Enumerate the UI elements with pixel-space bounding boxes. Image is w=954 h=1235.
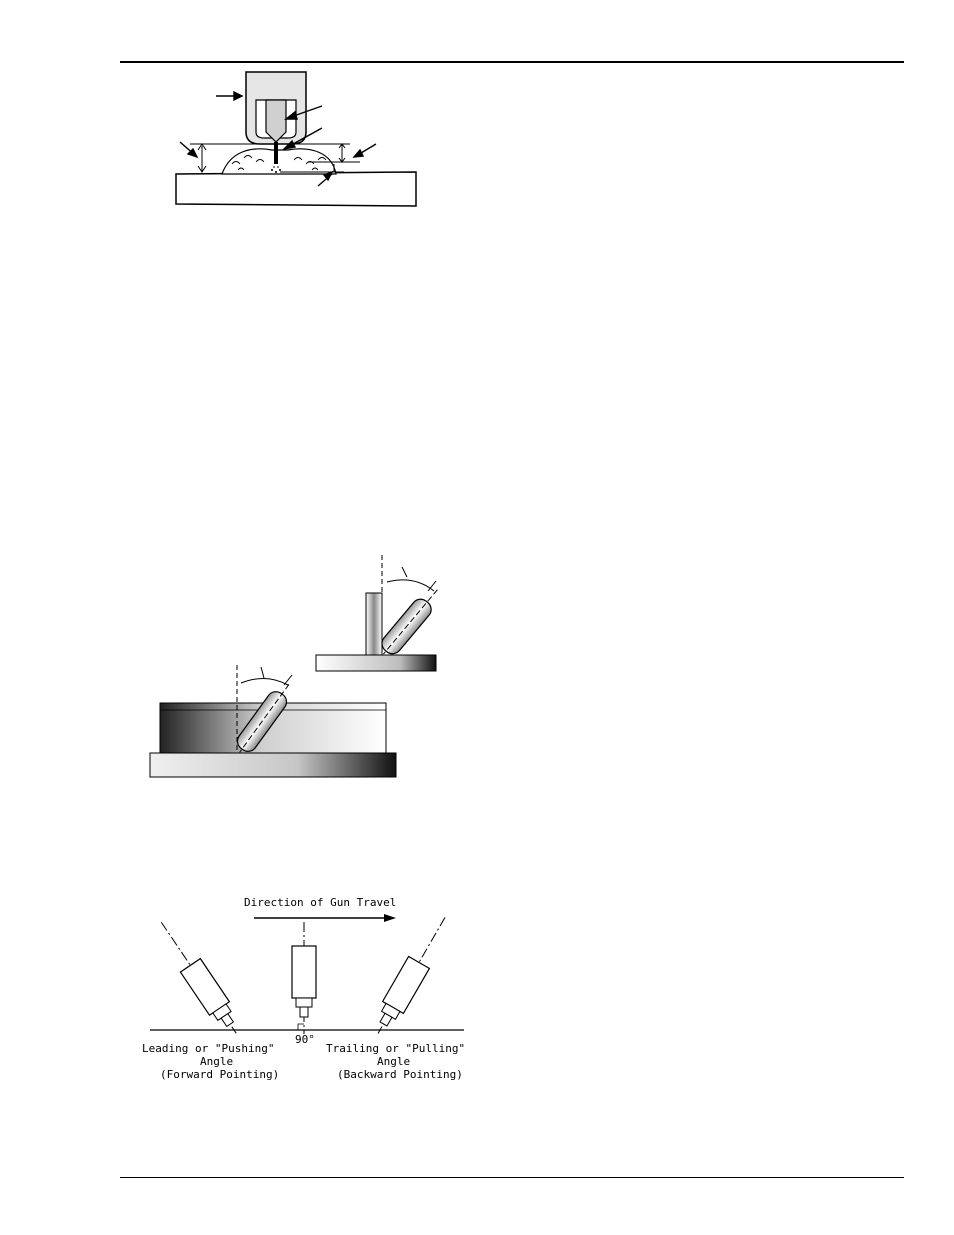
trailing-label-line-1: Trailing or "Pulling": [326, 1042, 466, 1055]
leading-label-line-2: Angle: [200, 1055, 234, 1068]
direction-of-travel-label: Direction of Gun Travel: [244, 896, 397, 909]
fillet-weld-diagram: [140, 545, 450, 785]
perpendicular-gun: [292, 922, 316, 1034]
trailing-label-line-3: (Backward Pointing): [337, 1068, 463, 1081]
gun-angle-diagram-svg: [140, 890, 470, 1085]
leading-gun: [151, 916, 246, 1041]
work-angle-arc: [387, 580, 434, 591]
gun-upper: [376, 583, 445, 660]
base-plate: [176, 172, 416, 206]
direction-arrow-head: [384, 914, 396, 922]
leading-label-line-1: Leading or "Pushing": [142, 1042, 275, 1055]
travel-angle-arc: [241, 678, 288, 685]
leading-label-line-3: (Forward Pointing): [160, 1068, 280, 1081]
gun-angle-diagram: [140, 890, 470, 1085]
footer-rule: [120, 1177, 904, 1178]
electrode-wire: [274, 142, 278, 164]
perpendicular-label: 90°: [295, 1033, 315, 1046]
nozzle-diagram-svg: [160, 66, 430, 216]
contact-tip: [266, 100, 286, 142]
trailing-gun: [368, 911, 456, 1039]
nozzle-diagram: [160, 66, 430, 216]
trailing-label-line-2: Angle: [377, 1055, 411, 1068]
t-joint-base: [316, 655, 436, 671]
header-rule: [120, 61, 904, 63]
fillet-weld-diagram-svg: [140, 545, 450, 785]
lower-base-plate: [150, 753, 396, 777]
t-joint-web: [366, 593, 382, 655]
weld-bead: [222, 149, 336, 174]
